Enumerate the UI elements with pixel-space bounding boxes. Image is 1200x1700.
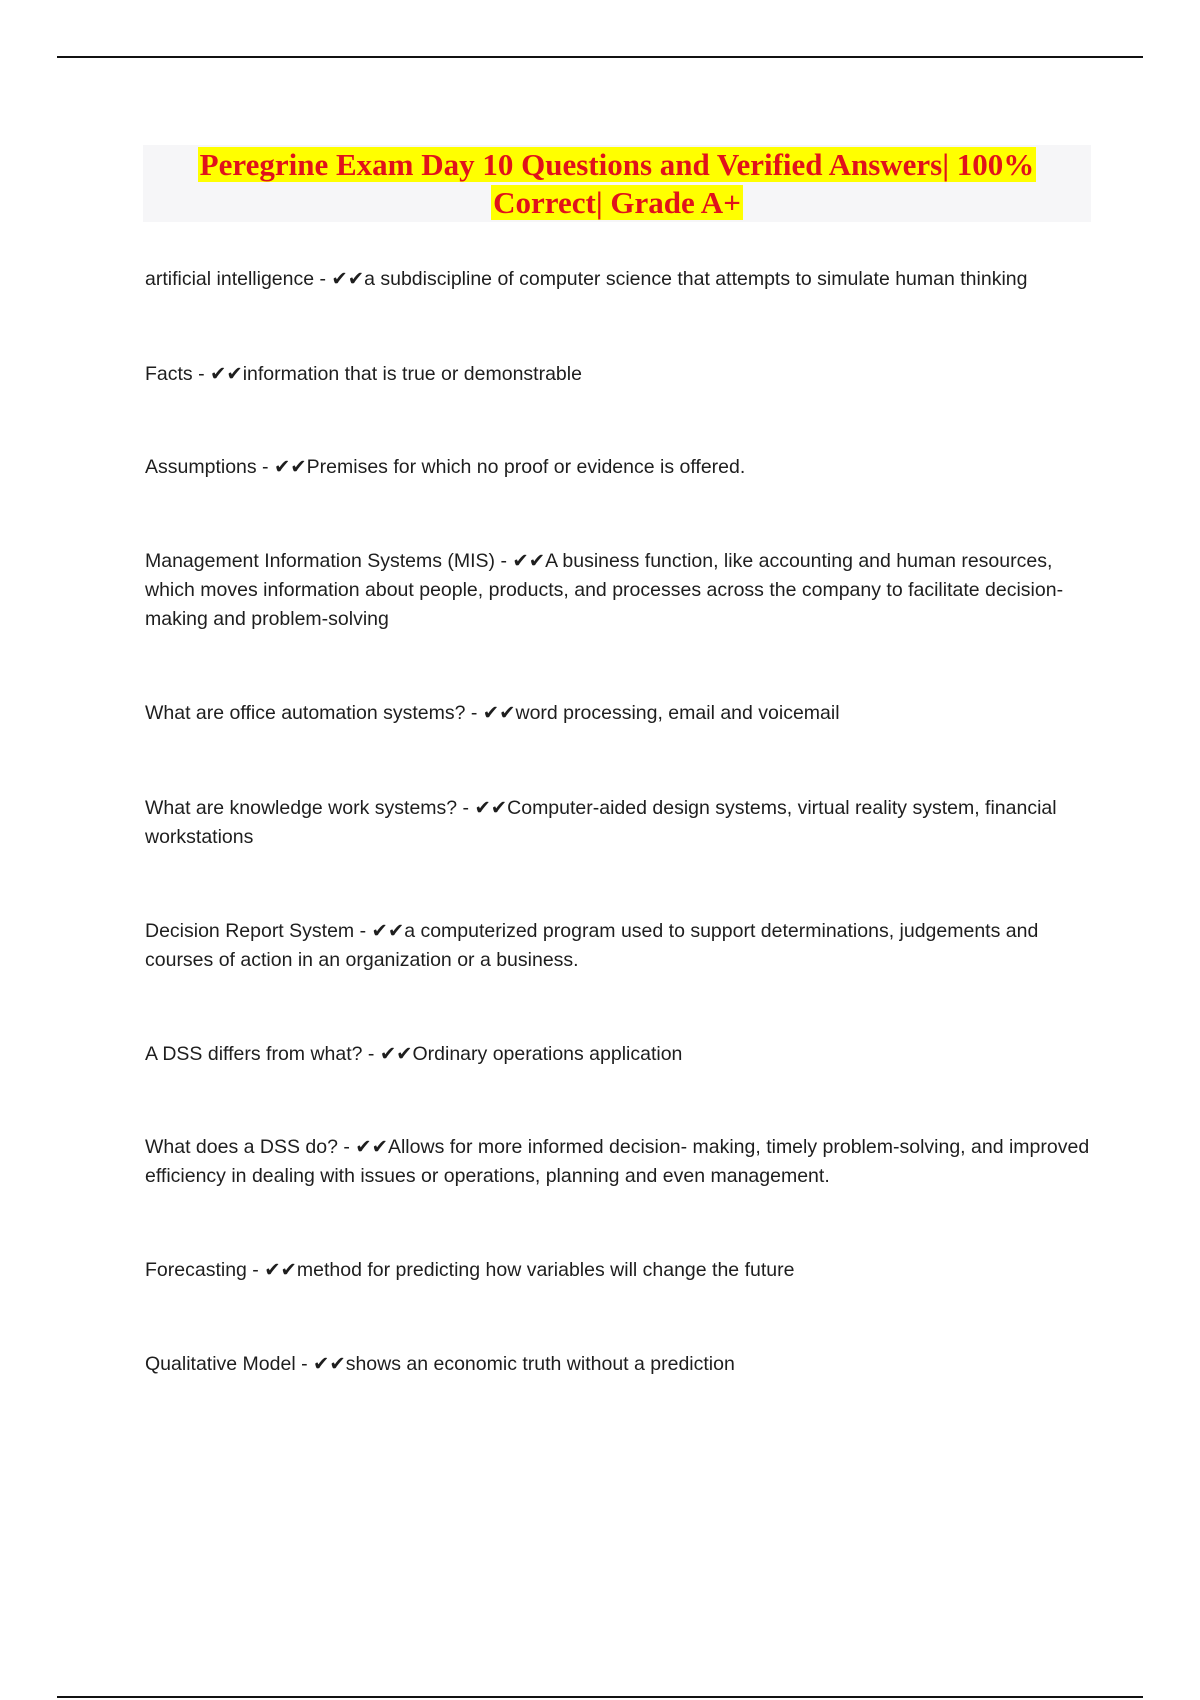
qa-term: Facts [145,363,193,385]
qa-separator: - ✔✔ [192,363,243,385]
qa-entry-2 [145,360,1090,389]
qa-separator: - ✔✔ [246,1259,297,1281]
qa-term: What does a DSS do? [145,1136,338,1158]
qa-answer: information that is true or demonstrable [242,363,582,385]
qa-entry-4 [145,547,1090,634]
qa-answer: Ordinary operations application [412,1043,683,1065]
qa-entry-11 [145,1350,1090,1379]
qa-answer: Computer-aided design systems, virtual reality system, financial workstations [145,797,1057,848]
qa-separator: - ✔✔ [354,920,405,942]
qa-entry-6 [145,794,1090,852]
qa-separator: - ✔✔ [457,797,508,819]
qa-term: artificial intelligence [145,268,315,290]
qa-separator: - ✔✔ [337,1136,388,1158]
document-title: Peregrine Exam Day 10 Questions and Verified Answers| 100% Correct| Grade A+ [199,147,1035,220]
qa-entry-9 [145,1133,1090,1191]
qa-term: Qualitative Model [145,1353,296,1375]
qa-separator: - ✔✔ [256,456,307,478]
qa-term: Management Information Systems (MIS) [145,550,496,572]
qa-entry-1 [145,265,1090,294]
qa-term: Assumptions [145,456,257,478]
qa-answer: word processing, email and voicemail [515,702,840,724]
qa-term: A DSS differs from what? [145,1043,363,1065]
qa-answer: Allows for more informed decision- making, timely problem-solving, and improved efficiency in dealing with issues or operations, planning and even management. [145,1136,1090,1187]
qa-entry-7 [145,917,1090,975]
qa-entry-8 [145,1040,1090,1069]
qa-entry-10 [145,1256,1090,1285]
qa-entry-3 [145,453,1090,482]
qa-term: Forecasting [145,1259,247,1281]
document-title-box [143,145,1091,222]
qa-separator: - ✔✔ [362,1043,413,1065]
qa-entry-5 [145,699,1090,728]
qa-answer: method for predicting how variables will change the future [296,1259,795,1281]
qa-term: What are knowledge work systems? [145,797,458,819]
qa-separator: - ✔✔ [495,550,546,572]
qa-answer: A business function, like accounting and human resources, which moves information about people, products, and processes across the company to facilitate decision-making and problem-solving [145,550,1064,630]
qa-answer: shows an economic truth without a prediction [345,1353,735,1375]
qa-separator: - ✔✔ [465,702,516,724]
qa-term: Decision Report System [145,920,355,942]
qa-separator: - ✔✔ [295,1353,346,1375]
qa-answer: Premises for which no proof or evidence is offered. [306,456,746,478]
qa-answer: a subdiscipline of computer science that attempts to simulate human thinking [364,268,1028,290]
qa-separator: - ✔✔ [314,268,365,290]
top-rule [57,56,1143,58]
qa-term: What are office automation systems? [145,702,466,724]
bottom-rule [57,1696,1143,1698]
qa-answer: a computerized program used to support determinations, judgements and courses of action in an organization or a business. [145,920,1039,971]
